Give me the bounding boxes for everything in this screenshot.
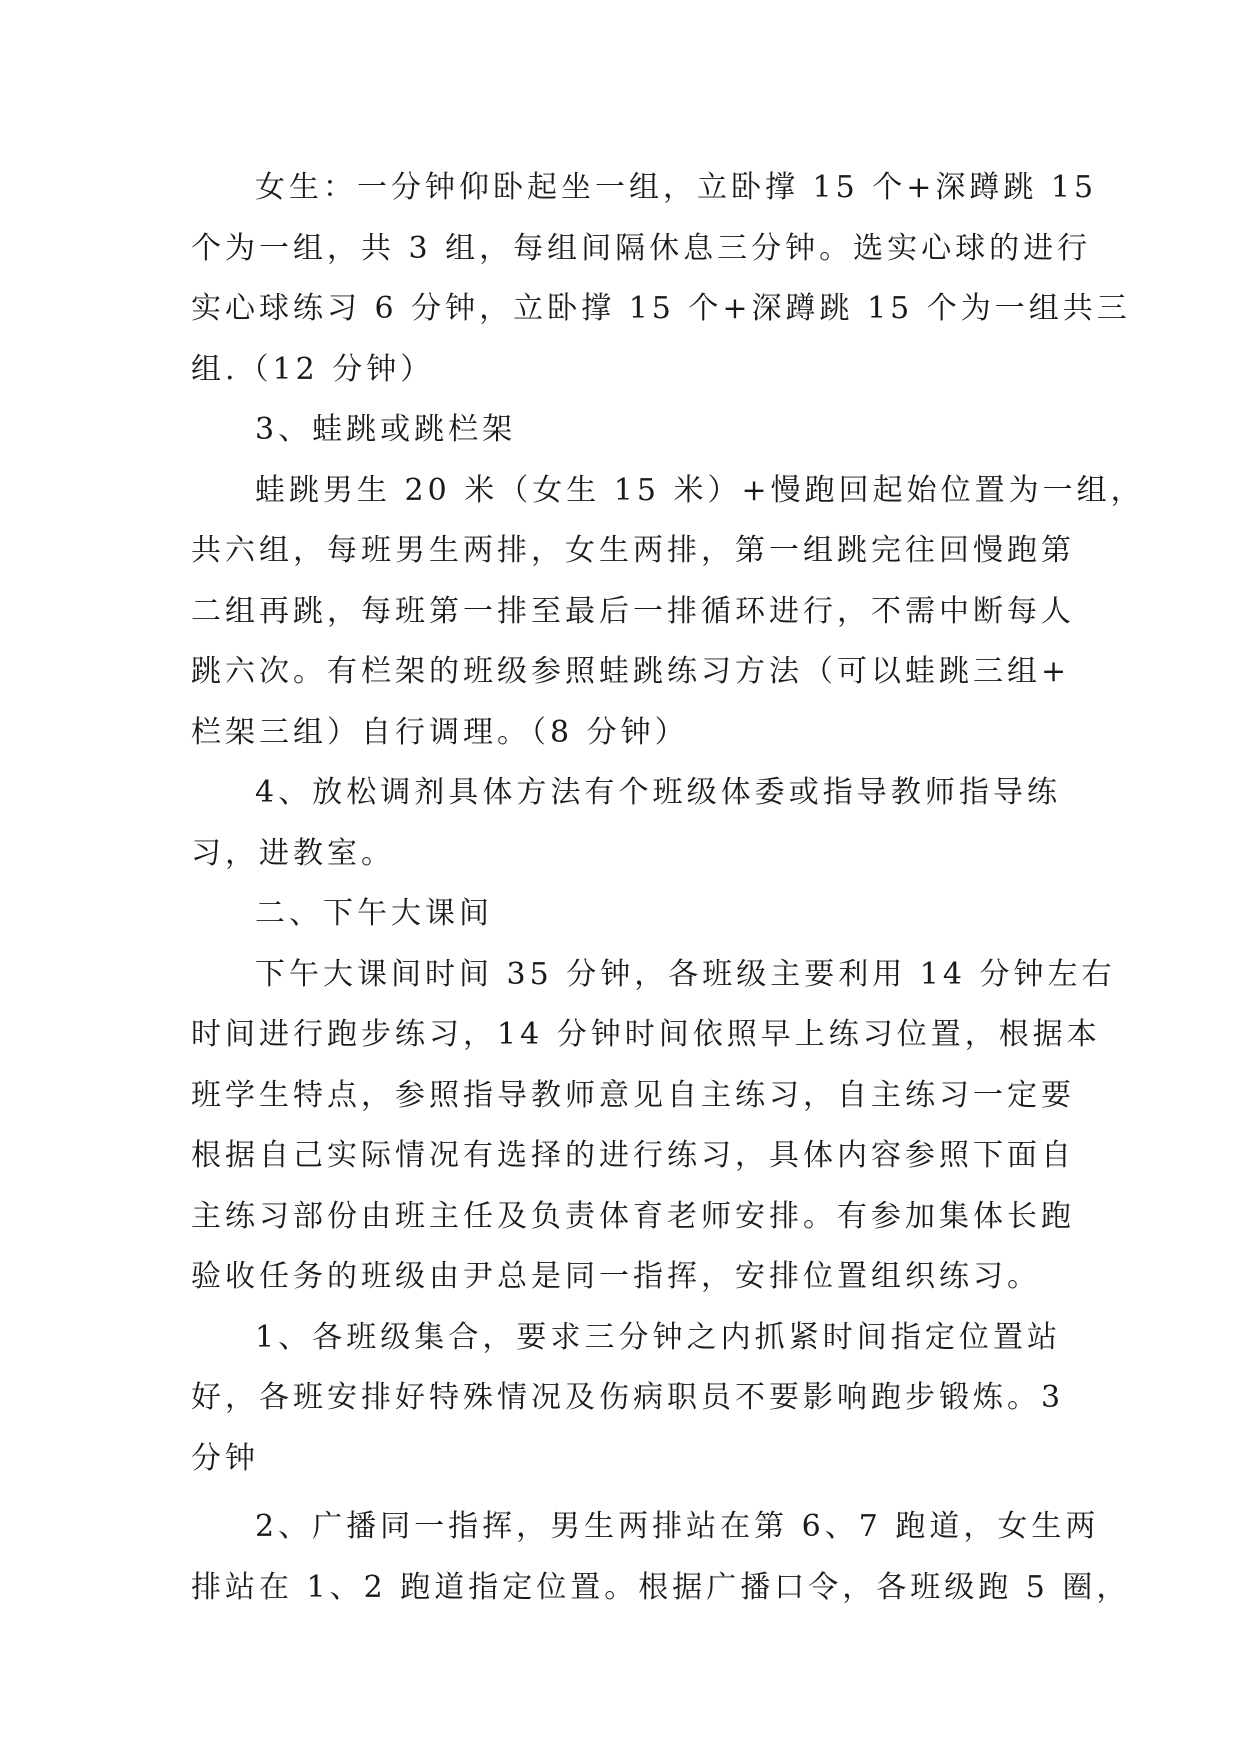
paragraph-line: 跳六次。有栏架的班级参照蛙跳练习方法（可以蛙跳三组+ xyxy=(191,654,1071,689)
section-heading: 3、蛙跳或跳栏架 xyxy=(255,412,517,447)
paragraph-line: 二组再跳，每班第一排至最后一排循环进行，不需中断每人 xyxy=(191,593,1075,629)
paragraph-line: 根据自己实际情况有选择的进行练习，具体内容参照下面自 xyxy=(191,1138,1075,1173)
document-body xyxy=(191,158,1145,1618)
paragraph-line: 共六组，每班男生两排，女生两排，第一组跳完往回慢跑第 xyxy=(191,533,1075,568)
paragraph-line: 好，各班安排好特殊情况及伤病职员不要影响跑步锻炼。3 xyxy=(191,1380,1065,1415)
paragraph-line: 时间进行跑步练习，14 分钟时间依照早上练习位置，根据本 xyxy=(191,1017,1101,1052)
paragraph-line: 分钟 xyxy=(191,1440,259,1476)
paragraph-line: 习，进教室。 xyxy=(191,835,395,871)
paragraph-line: 下午大课间时间 35 分钟，各班级主要利用 14 分钟左右 xyxy=(255,956,1116,992)
paragraph-line: 1、各班级集合，要求三分钟之内抓紧时间指定位置站 xyxy=(255,1319,1061,1355)
paragraph-line: 栏架三组）自行调理。（8 分钟） xyxy=(191,714,689,750)
section-heading: 二、下午大课间 xyxy=(255,896,493,931)
paragraph-line: 实心球练习 6 分钟，立卧撑 15 个+深蹲跳 15 个为一组共三 xyxy=(191,291,1131,326)
paragraph-line: 主练习部份由班主任及负责体育老师安排。有参加集体长跑 xyxy=(191,1198,1075,1234)
paragraph-line: 2、广播同一指挥，男生两排站在第 6、7 跑道，女生两 xyxy=(255,1509,1100,1544)
paragraph-line: 验收任务的班级由尹总是同一指挥，安排位置组织练习。 xyxy=(191,1259,1041,1294)
paragraph-line: 4、放松调剂具体方法有个班级体委或指导教师指导练 xyxy=(255,775,1061,810)
paragraph-line: 班学生特点，参照指导教师意见自主练习，自主练习一定要 xyxy=(191,1077,1075,1113)
paragraph-line: 女生：一分钟仰卧起坐一组，立卧撑 15 个+深蹲跳 15 xyxy=(255,170,1098,205)
paragraph-line: 蛙跳男生 20 米（女生 15 米）+慢跑回起始位置为一组， xyxy=(255,472,1145,508)
paragraph-line: 排站在 1、2 跑道指定位置。根据广播口令，各班级跑 5 圈， xyxy=(191,1569,1131,1605)
paragraph-line: 组.（12 分钟） xyxy=(191,351,435,387)
paragraph-line: 个为一组，共 3 组，每组间隔休息三分钟。选实心球的进行 xyxy=(191,230,1092,266)
